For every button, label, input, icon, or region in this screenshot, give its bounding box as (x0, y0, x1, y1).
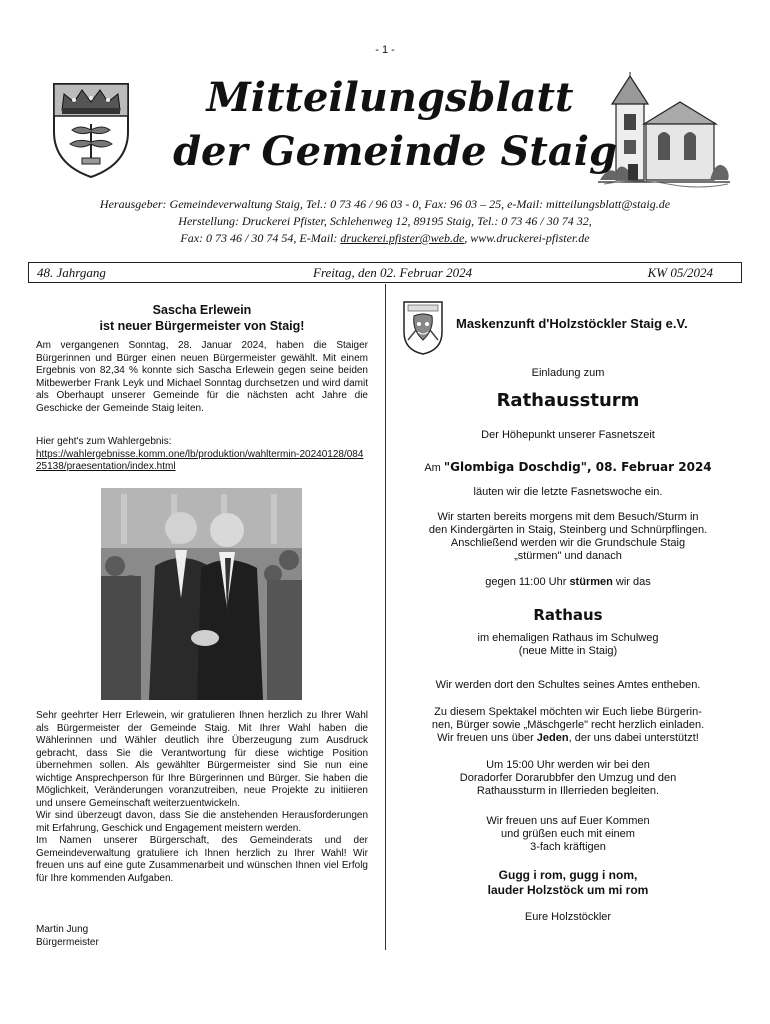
issue-volume: 48. Jahrgang (37, 265, 106, 280)
ring-in-text: läuten wir die letzte Fasnetswoche ein. (473, 486, 663, 498)
event-highlight: Der Höhepunkt unserer Fasnetszeit (481, 429, 655, 441)
issue-info-bar (28, 262, 742, 283)
depose-text: Wir werden dort den Schultes seines Amtes entheben. (435, 679, 701, 691)
mayor-photo (101, 488, 302, 700)
left-article-headline: Sascha Erlewein ist neuer Bürgermeister von Staig! (99, 303, 305, 333)
issue-calendar-week: KW 05/2024 (647, 265, 713, 280)
narrenruf: Gugg i rom, gugg i nom, lauder Holzstöck um mi rom (487, 868, 649, 897)
page-number: - 1 - (375, 44, 395, 56)
impressum-contact: Fax: 0 73 46 / 30 74 54, E-Mail: druckerei.pfister@web.de, www.druckerei-pfister.de (180, 231, 590, 245)
impressum (0, 196, 770, 247)
left-article-intro: Am vergangenen Sonntag, 28. Januar 2024, haben die Staiger Bürgerinnen und Bürger einen neuen Bürgermeister gewählt. Mit einem Ergebnis von 82,34 % konnte sich Sascha Erlewein gegen seine beiden Mitbewerber Frank Leyk und Michael Sonntag durchsetzen und wird damit als Oberhaupt unserer Gemeinde für die nächsten acht Jahre die Geschicke der Gemeinde Staig leiten. (36, 340, 368, 414)
parade-info: Um 15:00 Uhr werden wir bei den Doradorfer Dorarubbfer den Umzug und den Rathaussturm in Illerrieden begleiten. (459, 759, 677, 797)
storm-target: Rathaus (533, 606, 603, 624)
event-title: Rathaussturm (496, 390, 640, 411)
maskenzunft-title: Maskenzunft d'Holzstöckler Staig e.V. (456, 316, 688, 331)
election-results-link[interactable]: https://wahlergebnisse.komm.one/lb/produktion/wahltermin-20240128/08425138/praesentation/index.html (36, 448, 364, 472)
signature-name: Martin Jung (36, 924, 89, 935)
signature (36, 924, 368, 949)
election-results-block (36, 436, 368, 474)
maskenzunft-logo-icon (402, 300, 444, 356)
issue-date: Freitag, den 02. Februar 2024 (313, 265, 473, 280)
event-date: Am "Glombiga Doschdig", 08. Februar 2024 (424, 460, 712, 474)
impressum-publisher: Herausgeber: Gemeindeverwaltung Staig, Tel.: 0 73 46 / 96 03 - 0, Fax: 96 03 – 25, e-Mail: mitteilungsblatt@staig.de (99, 197, 671, 211)
spectacle-invite: Zu diesem Spektakel möchten wir Euch liebe Bürgerin- nen, Bürger sowie „Mäschgerle" recht herzlich einladen. Wir freuen uns über Jeden, der uns dabei unterstützt! (431, 706, 705, 744)
storm-location: im ehemaligen Rathaus im Schulweg (neue Mitte in Staig) (477, 632, 659, 657)
results-intro: Hier geht's zum Wahlergebnis: (36, 436, 172, 447)
column-divider (385, 284, 386, 950)
masthead-subtitle: der Gemeinde Staig (173, 128, 617, 175)
signature-title: Bürgermeister (36, 936, 99, 948)
congratulation-letter: Sehr geehrter Herr Erlewein, wir gratulieren Ihnen herzlich zu Ihrer Wahl als Bürgermeister der Gemeinde Staig. Mit Ihrer Wahl haben die Wählerinnen und Wähler deutlich ihre Überzeugung zum Ausdruck gebracht, dass Sie die Verantwortung für diese wichtige Position übernehmen sollen. Als gewählter Bürgermeister sind Sie nun eine wichtige Ansprechperson für Ihre Bürgerinnen und Bürger. Sie haben die Möglichkeit, Veränderungen voranzutreiben, neue Projekte zu initiieren und unsere Gemeinschaft weiterzuentwickeln. Wir sind überzeugt davon, dass Sie die anstehenden Herausforderungen mit Erfahrung, Geschick und Engagement meistern werden. Im Namen unserer Bürgerschaft, des Gemeinderats und der Gemeindeverwaltung gratuliere ich Ihnen herzlich zu Ihrer Wahl! Wir freuen uns auf eine gute Zusammenarbeit und wünschen Ihnen viel Erfolg für Ihre kommenden Aufgaben. (36, 710, 368, 884)
invitation-text: Einladung zum (531, 367, 605, 379)
storm-time: gegen 11:00 Uhr stürmen wir das (485, 576, 651, 588)
welcome-text: Wir freuen uns auf Euer Kommen und grüßen euch mit einem 3-fach kräftigen (486, 815, 650, 853)
closing: Eure Holzstöckler (524, 911, 612, 923)
masthead-title: Mitteilungsblatt (206, 74, 574, 121)
impressum-printer: Herstellung: Druckerei Pfister, Schlehenweg 12, 89195 Staig, Tel.: 0 73 46 / 30 74 32, (178, 214, 592, 228)
morning-schedule: Wir starten bereits morgens mit dem Besuch/Sturm in den Kindergärten in Staig, Steinberg und Schnürpflingen. Anschließend werden wir die Grundschule Staig „stürmen" und danach (428, 511, 708, 562)
printer-email-link[interactable]: druckerei.pfister@web.de (340, 231, 465, 245)
